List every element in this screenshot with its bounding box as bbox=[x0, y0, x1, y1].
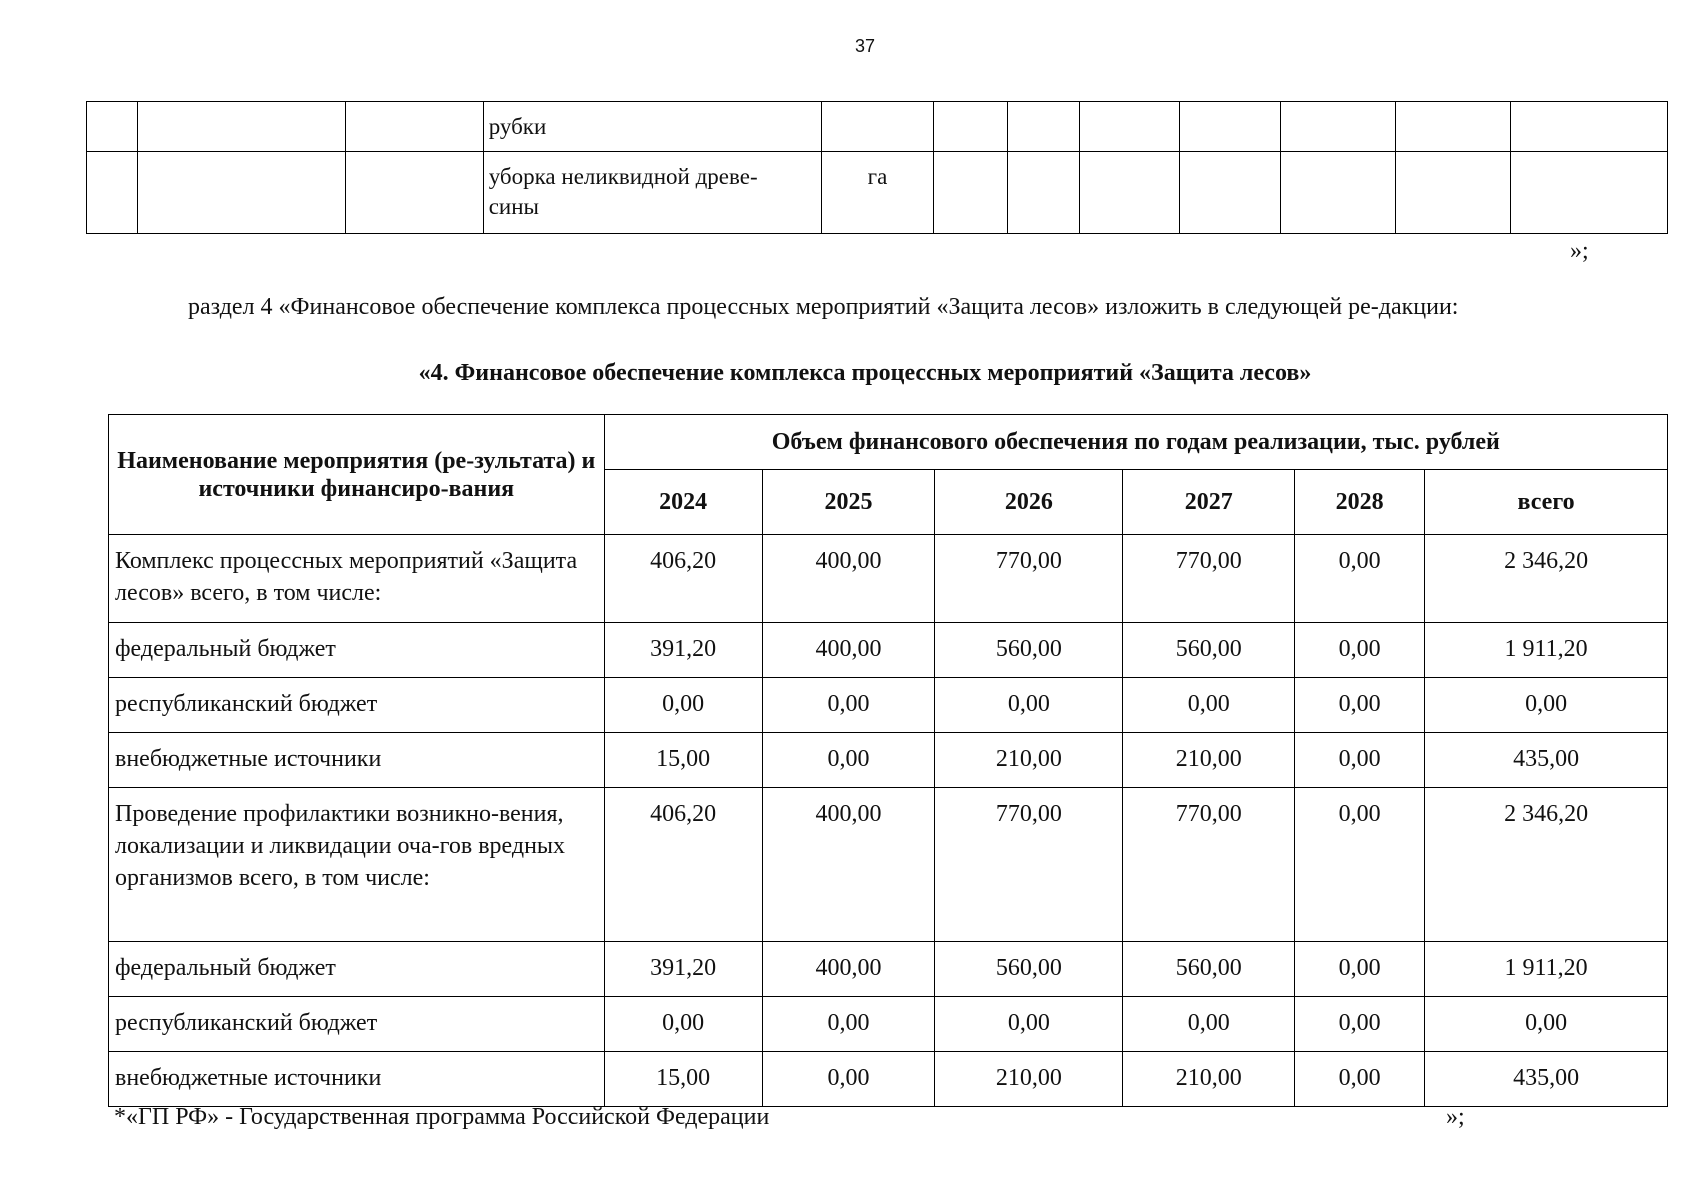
row-name-cell: Комплекс процессных мероприятий «Защита лесов» всего, в том числе: bbox=[109, 535, 605, 623]
value-cell: 0,00 bbox=[1295, 997, 1425, 1052]
year-header-cell: 2024 bbox=[604, 470, 762, 535]
table-row bbox=[109, 623, 1668, 678]
value-cell: 400,00 bbox=[762, 623, 935, 678]
empty-cell bbox=[1281, 102, 1396, 152]
value-cell: 560,00 bbox=[935, 942, 1123, 997]
empty-cell bbox=[1008, 152, 1080, 234]
table-row bbox=[109, 733, 1668, 788]
value-cell: 560,00 bbox=[1123, 623, 1295, 678]
table-row bbox=[109, 997, 1668, 1052]
empty-cell bbox=[345, 102, 483, 152]
empty-cell bbox=[1511, 152, 1668, 234]
footnote: *«ГП РФ» - Государственная программа Российской Федерации bbox=[114, 1104, 770, 1130]
value-cell: 391,20 bbox=[604, 942, 762, 997]
empty-cell bbox=[1080, 152, 1180, 234]
continuation-table bbox=[86, 101, 1668, 234]
value-cell: 1 911,20 bbox=[1425, 942, 1668, 997]
value-cell: 770,00 bbox=[935, 788, 1123, 942]
value-cell: 0,00 bbox=[762, 733, 935, 788]
value-cell: 400,00 bbox=[762, 535, 935, 623]
value-cell: 560,00 bbox=[935, 623, 1123, 678]
value-cell: 0,00 bbox=[1425, 678, 1668, 733]
financing-table bbox=[108, 414, 1668, 1107]
value-cell: 0,00 bbox=[1295, 535, 1425, 623]
table-row bbox=[109, 535, 1668, 623]
row-name-cell: федеральный бюджет bbox=[109, 942, 605, 997]
row-name-cell: республиканский бюджет bbox=[109, 997, 605, 1052]
value-cell: 0,00 bbox=[935, 678, 1123, 733]
value-cell: 391,20 bbox=[604, 623, 762, 678]
value-cell: 15,00 bbox=[604, 1052, 762, 1107]
value-cell: 210,00 bbox=[1123, 733, 1295, 788]
row-name-cell: внебюджетные источники bbox=[109, 733, 605, 788]
row-name-cell: внебюджетные источники bbox=[109, 1052, 605, 1107]
value-cell: 210,00 bbox=[935, 733, 1123, 788]
value-cell: 2 346,20 bbox=[1425, 535, 1668, 623]
empty-cell bbox=[137, 152, 345, 234]
value-cell: 0,00 bbox=[1425, 997, 1668, 1052]
table-row bbox=[109, 942, 1668, 997]
empty-cell bbox=[345, 152, 483, 234]
year-header-cell: 2025 bbox=[762, 470, 935, 535]
value-cell: 0,00 bbox=[1123, 678, 1295, 733]
table-row bbox=[109, 1052, 1668, 1107]
year-header-cell: 2026 bbox=[935, 470, 1123, 535]
year-header-cell: всего bbox=[1425, 470, 1668, 535]
year-header-cell: 2028 bbox=[1295, 470, 1425, 535]
table-row bbox=[109, 678, 1668, 733]
value-cell: 0,00 bbox=[762, 997, 935, 1052]
value-cell: 210,00 bbox=[1123, 1052, 1295, 1107]
value-cell: 406,20 bbox=[604, 788, 762, 942]
empty-cell bbox=[1396, 152, 1511, 234]
empty-cell bbox=[1511, 102, 1668, 152]
value-cell: 1 911,20 bbox=[1425, 623, 1668, 678]
year-header-cell: 2027 bbox=[1123, 470, 1295, 535]
value-cell: 0,00 bbox=[935, 997, 1123, 1052]
empty-cell bbox=[1180, 102, 1281, 152]
empty-cell bbox=[1396, 102, 1511, 152]
section-heading: «4. Финансовое обеспечение комплекса процессных мероприятий «Защита лесов» bbox=[418, 360, 1312, 386]
empty-cell bbox=[934, 102, 1008, 152]
value-cell: 0,00 bbox=[604, 678, 762, 733]
unit-cell: га bbox=[821, 152, 934, 234]
empty-cell bbox=[1008, 102, 1080, 152]
activity-name-cell: уборка неликвидной древе- сины bbox=[483, 152, 821, 234]
empty-cell bbox=[137, 102, 345, 152]
value-cell: 15,00 bbox=[604, 733, 762, 788]
value-cell: 0,00 bbox=[1295, 678, 1425, 733]
empty-cell bbox=[87, 102, 138, 152]
table-row bbox=[109, 788, 1668, 942]
value-cell: 560,00 bbox=[1123, 942, 1295, 997]
empty-cell bbox=[1080, 102, 1180, 152]
value-cell: 770,00 bbox=[1123, 788, 1295, 942]
value-cell: 435,00 bbox=[1425, 733, 1668, 788]
empty-cell bbox=[1180, 152, 1281, 234]
value-cell: 0,00 bbox=[1295, 733, 1425, 788]
value-cell: 400,00 bbox=[762, 788, 935, 942]
value-cell: 0,00 bbox=[1295, 788, 1425, 942]
value-cell: 2 346,20 bbox=[1425, 788, 1668, 942]
row-name-cell: республиканский бюджет bbox=[109, 678, 605, 733]
intro-paragraph: раздел 4 «Финансовое обеспечение комплекса процессных мероприятий «Защита лесов» изложить в следующей ре-дакции: bbox=[188, 294, 1459, 320]
activity-name-cell: рубки bbox=[483, 102, 821, 152]
row-name-cell: федеральный бюджет bbox=[109, 623, 605, 678]
value-cell: 210,00 bbox=[935, 1052, 1123, 1107]
header-volume-cell: Объем финансового обеспечения по годам реализации, тыс. рублей bbox=[604, 415, 1667, 470]
value-cell: 770,00 bbox=[1123, 535, 1295, 623]
table-row bbox=[87, 152, 1668, 234]
value-cell: 0,00 bbox=[1123, 997, 1295, 1052]
value-cell: 0,00 bbox=[1295, 1052, 1425, 1107]
value-cell: 0,00 bbox=[762, 1052, 935, 1107]
value-cell: 0,00 bbox=[604, 997, 762, 1052]
table-row bbox=[87, 102, 1668, 152]
closing-quote-end: »; bbox=[1446, 1104, 1465, 1130]
value-cell: 0,00 bbox=[762, 678, 935, 733]
header-name-cell: Наименование мероприятия (ре-зультата) и источники финансиро-вания bbox=[109, 415, 605, 535]
row-name-cell: Проведение профилактики возникно-вения, локализации и ликвидации оча-гов вредных организмов всего, в том числе: bbox=[109, 788, 605, 942]
value-cell: 400,00 bbox=[762, 942, 935, 997]
value-cell: 770,00 bbox=[935, 535, 1123, 623]
empty-cell bbox=[934, 152, 1008, 234]
page-number: 37 bbox=[854, 36, 876, 56]
value-cell: 435,00 bbox=[1425, 1052, 1668, 1107]
closing-quote: »; bbox=[1570, 238, 1589, 264]
empty-cell bbox=[87, 152, 138, 234]
value-cell: 406,20 bbox=[604, 535, 762, 623]
empty-cell bbox=[1281, 152, 1396, 234]
value-cell: 0,00 bbox=[1295, 623, 1425, 678]
value-cell: 0,00 bbox=[1295, 942, 1425, 997]
unit-cell bbox=[821, 102, 934, 152]
